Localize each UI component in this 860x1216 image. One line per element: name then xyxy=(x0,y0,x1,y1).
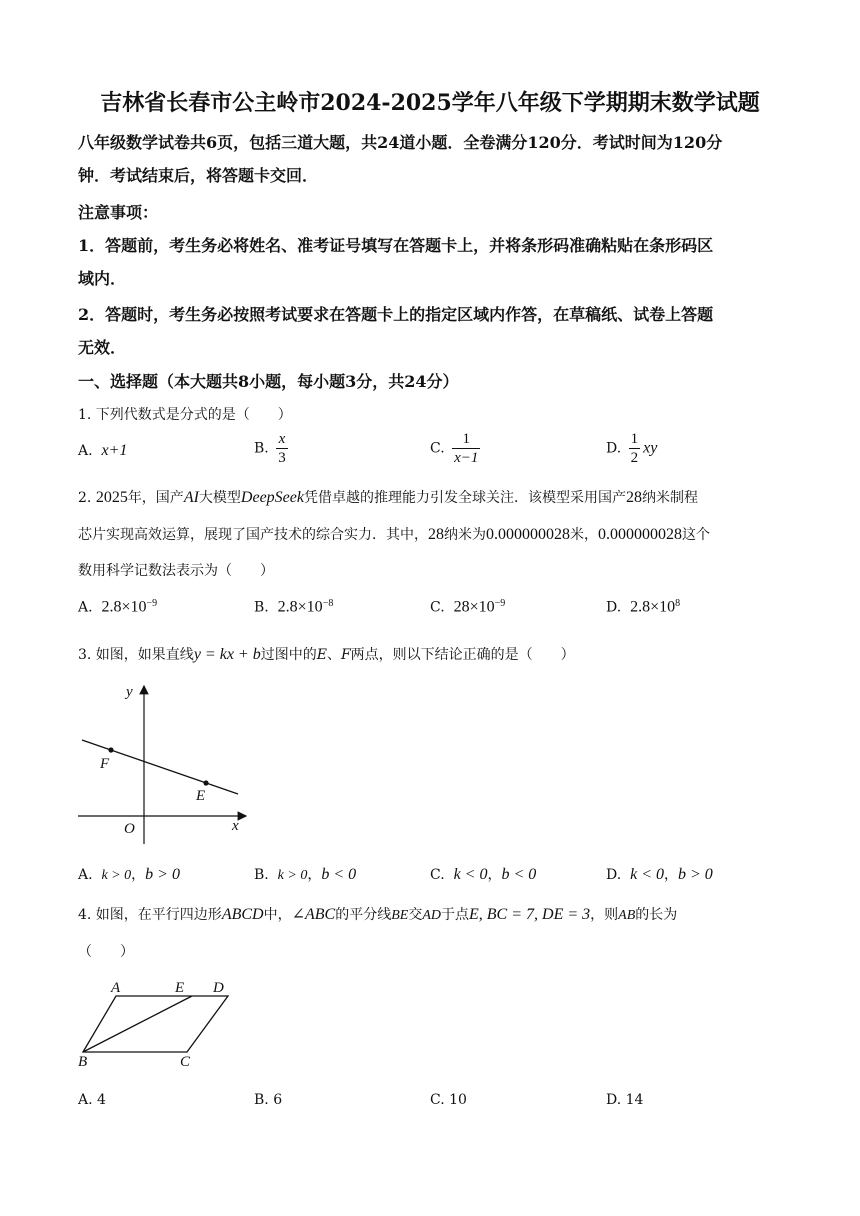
q3-stem: 3. 如图，如果直线y = kx + b过图中的E、F两点，则以下结论正确的是（ ） xyxy=(78,646,575,663)
q4-stem-line-2: （ ） xyxy=(78,944,134,960)
q4-option-d: D. 14 xyxy=(606,1092,644,1108)
q4-stem-line-1: 4. 如图，在平行四边形ABCD中，∠ABC的平分线BE交AD于点E, BC = 7, DE = 3，则AB的长为 xyxy=(78,906,678,923)
intro-line-2: 钟．考试结束后，将答题卡交回． xyxy=(78,166,319,185)
notice-1: 1．答题前，考生务必将姓名、准考证号填写在答题卡上，并将条形码准确粘贴在条形码区 xyxy=(78,236,714,255)
q1-option-c: C. $\frac{1}{x-1}$ xyxy=(430,431,479,466)
vertex-c-label: C xyxy=(180,1054,191,1070)
section-heading: 一、选择题（本大题共8小题，每小题3分，共24分） xyxy=(78,372,459,391)
y-axis-label: y xyxy=(126,684,133,700)
q1-option-d: D. $\frac{1}{2}$ xy xyxy=(606,431,658,466)
q3-option-a: A. k > 0，b > 0 xyxy=(78,866,180,883)
notice-2-cont: 无效． xyxy=(78,338,127,357)
q1-stem: 1. 下列代数式是分式的是（ ） xyxy=(78,407,292,423)
q4-figure xyxy=(72,976,242,1070)
q2-option-b: B. $2.8\times 10^{-8}$ xyxy=(254,598,334,616)
q2-option-d: D. $2.8\times 10^8$ xyxy=(606,598,681,616)
q1-option-b: B. $\frac{x}{3}$ xyxy=(254,431,286,466)
vertex-b-label: B xyxy=(78,1054,88,1070)
q4-option-a: A. 4 xyxy=(78,1092,106,1108)
q2-stem-line-1: 2. 2025年，国产AI大模型DeepSeek凭借卓越的推理能力引发全球关注．该模型采用国产28纳米制程 xyxy=(78,489,698,506)
q2-option-a: A. $2.8\times 10^{-9}$ xyxy=(78,598,158,616)
vertex-d-label: D xyxy=(213,980,224,996)
vertex-a-label: A xyxy=(111,980,121,996)
q3-option-b: B. k > 0，b < 0 xyxy=(254,866,357,883)
intro-line-1: 八年级数学试卷共6页，包括三道大题，共24道小题．全卷满分120分．考试时间为120分 xyxy=(78,133,723,152)
q2-stem-line-3: 数用科学记数法表示为（ ） xyxy=(78,563,274,579)
q4-option-c: C. 10 xyxy=(430,1092,467,1108)
q3-option-c: C. k < 0，b < 0 xyxy=(430,866,537,883)
q3-option-d: D. k < 0，b > 0 xyxy=(606,866,713,883)
point-e-label: E xyxy=(175,980,185,996)
q4-option-b: B. 6 xyxy=(254,1092,283,1108)
q2-stem-line-2: 芯片实现高效运算，展现了国产技术的综合实力．其中，28纳米为0.000000028米，0.000000028这个 xyxy=(78,526,710,543)
parallelogram-abcd xyxy=(83,996,228,1052)
q1-option-a: A. x+1 xyxy=(78,442,128,459)
point-e xyxy=(203,780,208,785)
x-axis-label: x xyxy=(232,818,239,834)
point-f xyxy=(108,747,113,752)
point-e-label: E xyxy=(196,788,206,804)
q3-figure xyxy=(70,676,260,848)
origin-label: O xyxy=(124,821,135,837)
notice-1-cont: 域内． xyxy=(78,269,127,288)
point-f-label: F xyxy=(100,756,110,772)
notice-heading: 注意事项： xyxy=(78,203,159,222)
page-title: 吉林省长春市公主岭市2024-2025学年八年级下学期期末数学试题 xyxy=(100,90,760,116)
q2-option-c: C. $28\times 10^{-9}$ xyxy=(430,598,506,616)
notice-2: 2．答题时，考生务必按照考试要求在答题卡上的指定区域内作答，在草稿纸、试卷上答题 xyxy=(78,305,714,324)
